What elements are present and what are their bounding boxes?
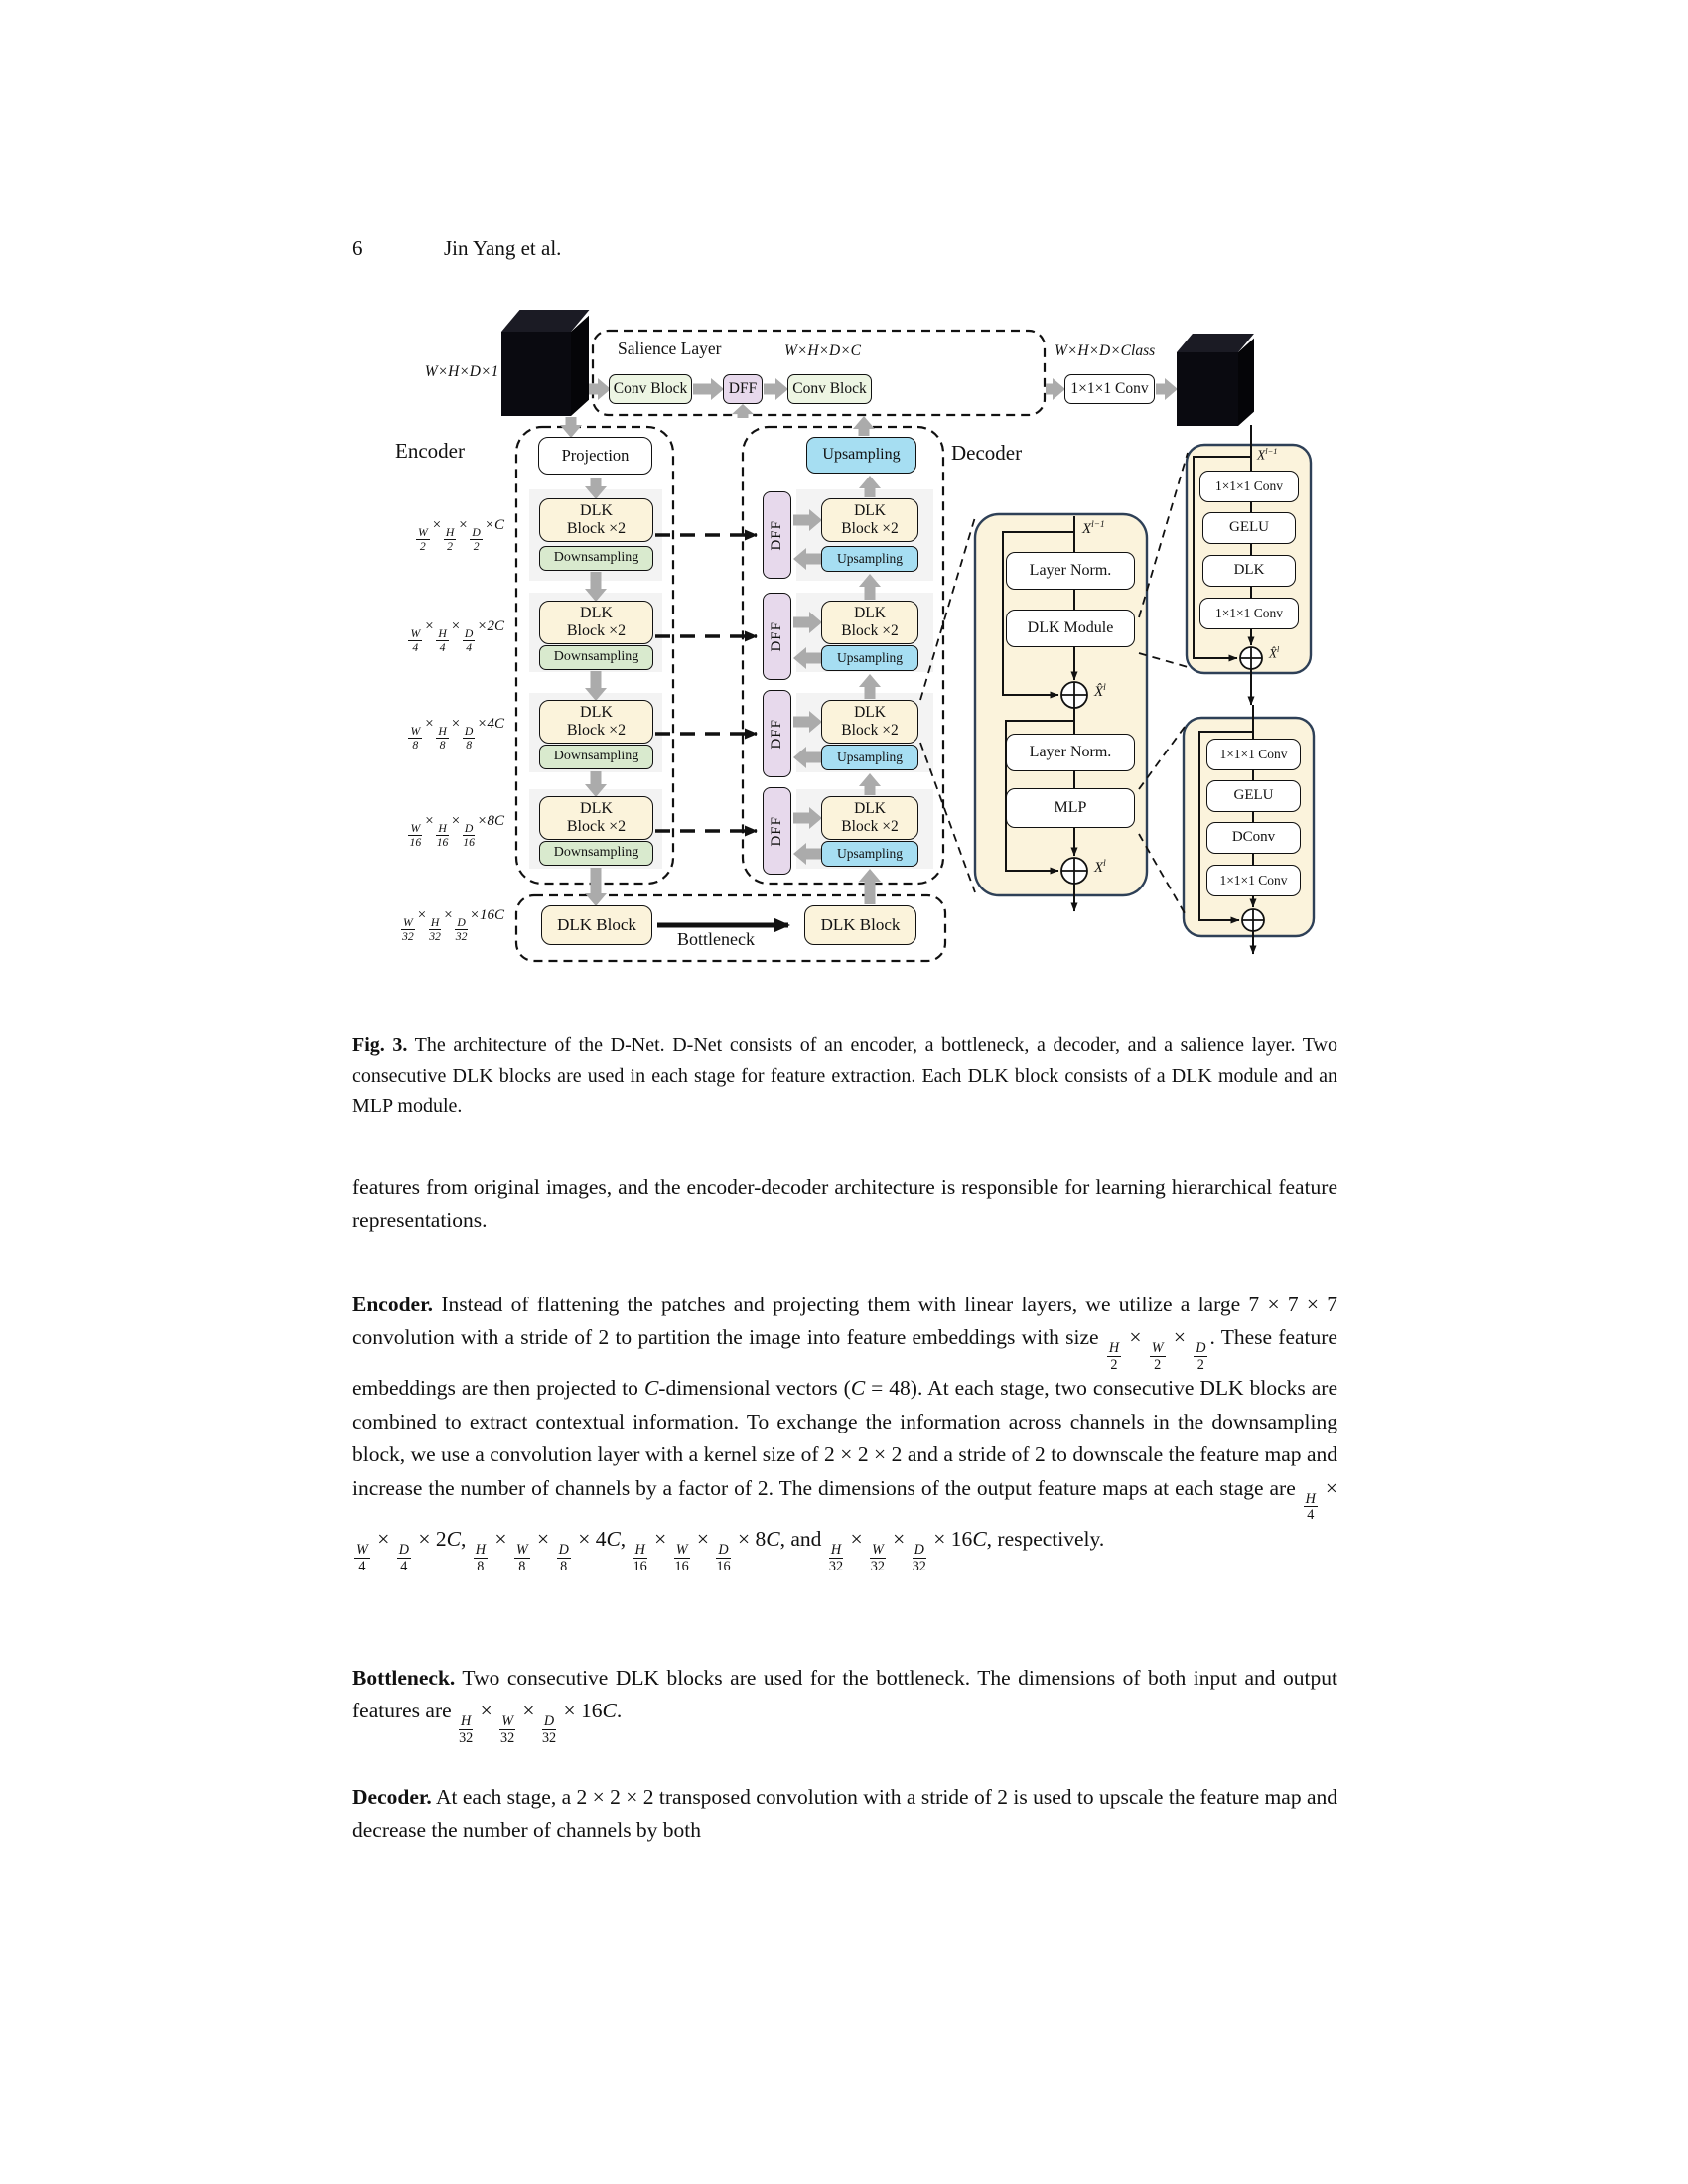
encoder-dlk-block (539, 601, 653, 644)
x-l-label: $X^l$ (1094, 859, 1106, 876)
decoder-top-upsampling: Upsampling (806, 437, 916, 474)
downsampling-block: Downsampling (539, 841, 653, 866)
dlk-line: DLK (854, 800, 886, 818)
block-x2-line: Block ×2 (566, 622, 627, 639)
encoder-dim-label: $\frac{W}{8}$ × $\frac{H}{8}$ × $\frac{D}{8}$ ×4C (410, 716, 504, 752)
projection-block: Projection (538, 437, 652, 475)
xhat-l-label: X̂$^l$ (1094, 683, 1106, 700)
skip-connection-arrows (655, 535, 757, 831)
salience-layer-label: Salience Layer (618, 339, 722, 358)
layer-norm-block: Layer Norm. (1006, 734, 1135, 771)
dff-block (763, 690, 791, 777)
output-segmentation-volume (1177, 334, 1256, 428)
encoder-dim-label: $\frac{W}{16}$ × $\frac{H}{16}$ × $\frac{D}{16}$ ×8C (409, 813, 504, 850)
layer-norm-block: Layer Norm. (1006, 552, 1135, 590)
conv-1x1x1-block: 1×1×1 Conv (1206, 865, 1301, 896)
dff-label: DFF (768, 620, 784, 652)
intro-paragraph: features from original images, and the encoder-decoder architecture is responsible for learning hierarchical feature representations. (352, 1174, 1337, 1232)
conv-1x1x1-block: 1×1×1 Conv (1199, 598, 1299, 629)
running-header: Jin Yang et al. (444, 236, 562, 260)
encoder-dim-label: $\frac{W}{4}$ × $\frac{H}{4}$ × $\frac{D}{4}$ ×2C (410, 618, 504, 655)
decoder-dlk-block (821, 498, 918, 542)
dff-block (763, 491, 791, 579)
x-lminus1-label: $X^{l-1}$ (1082, 520, 1105, 537)
gelu-block: GELU (1202, 512, 1296, 544)
dlk-module-block: DLK Module (1006, 610, 1135, 647)
figure-3-diagram (367, 298, 1360, 993)
out-dim-label: W×H×D×Class (1055, 342, 1156, 359)
dlk-line: DLK (580, 799, 613, 817)
dff-block (763, 593, 791, 680)
dff-label: DFF (768, 815, 784, 847)
conv-1x1x1-head: 1×1×1 Conv (1064, 374, 1155, 404)
encoder-label: Encoder (395, 439, 465, 463)
encoder-dlk-block (539, 498, 653, 542)
decoder-upsampling: Upsampling (821, 645, 918, 671)
bottleneck-dlk-block: DLK Block (541, 905, 652, 945)
bottleneck-label: Bottleneck (677, 929, 755, 949)
block-x2-line: Block ×2 (566, 818, 627, 835)
encoder-dim-label: $\frac{W}{2}$ × $\frac{H}{2}$ × $\frac{D}{2}$ ×C (417, 517, 504, 554)
plus-circle-icon (1242, 909, 1264, 931)
dff-label: DFF (768, 519, 784, 551)
block-x2-line: Block ×2 (841, 818, 899, 835)
block-x2-line: Block ×2 (566, 520, 627, 537)
encoder-paragraph: Encoder. Instead of flattening the patches and projecting them with linear layers, we utilize a large 7 × 7 × 7 convolution with a stride of 2 to partition the image into feature embeddings with size $\frac{H}{2}$ × $\frac{W}{2}$ × $\frac{D}{2}$ . These feature embeddings are then projected to C-dimensional vectors (C = 48). At each stage, two consecutive DLK blocks are combined to extract contextual information. To exchange the information across channels in the downsampling block, we use a convolution layer with a kernel size of 2 × 2 × 2 and a stride of 2 to downscale the feature map and increase the number of channels by a factor of 2. The dimensions of the output feature maps at each stage are $\frac{H}{4}$ × $\frac{W}{4}$ × $\frac{D}{4}$ × 2C, $\frac{H}{8}$ × $\frac{W}{8}$ × $\frac{D}{8}$ × 4C, $\frac{H}{16}$ × $\frac{W}{16}$ × $\frac{D}{16}$ × 8C, and $\frac{H}{32}$ × $\frac{W}{32}$ × $\frac{D}{32}$ × 16C, respectively. (352, 1292, 1337, 1574)
bottleneck-dim-label: $\frac{W}{32}$ × $\frac{H}{32}$ × $\frac{D}{32}$ ×16C (401, 907, 504, 944)
dlk-line: DLK (854, 502, 886, 520)
plus-circle-icon (1061, 682, 1087, 708)
dff-block (763, 787, 791, 875)
input-dim-label: W×H×D×1 (424, 363, 499, 380)
downsampling-block: Downsampling (539, 745, 653, 769)
conv-1x1x1-block: 1×1×1 Conv (1206, 739, 1301, 770)
block-x2-line: Block ×2 (841, 622, 899, 639)
xhat-l-label: X̂$^l$ (1269, 645, 1280, 661)
conv-block-1: Conv Block (609, 374, 692, 404)
block-x2-line: Block ×2 (841, 722, 899, 739)
dlk-block-inner: DLK (1202, 555, 1296, 587)
dlk-line: DLK (854, 704, 886, 722)
decoder-dlk-block (821, 700, 918, 744)
decoder-label: Decoder (951, 441, 1023, 465)
dff-salience: DFF (723, 374, 763, 404)
cube-side-face (571, 316, 589, 416)
plus-circle-icon (1061, 858, 1087, 884)
downsampling-block: Downsampling (539, 546, 653, 571)
cube-side-face (1238, 339, 1254, 426)
bottleneck-dlk-block: DLK Block (804, 905, 916, 945)
dlk-line: DLK (854, 605, 886, 622)
dlk-line: DLK (580, 703, 613, 721)
mlp-block: MLP (1006, 788, 1135, 828)
dconv-block: DConv (1206, 822, 1301, 854)
plus-circle-icon (1240, 647, 1262, 669)
decoder-paragraph: Decoder. At each stage, a 2 × 2 × 2 transposed convolution with a stride of 2 is used to upscale the feature map and decrease the number of channels by both (352, 1784, 1337, 1842)
encoder-dlk-block (539, 700, 653, 744)
decoder-upsampling: Upsampling (821, 546, 918, 572)
decoder-dlk-block (821, 601, 918, 644)
conv-1x1x1-block: 1×1×1 Conv (1199, 471, 1299, 502)
decoder-upsampling: Upsampling (821, 745, 918, 770)
decoder-dlk-block (821, 796, 918, 840)
mid-dim-label: W×H×D×C (784, 342, 862, 359)
dlk-line: DLK (580, 501, 613, 519)
downsampling-block: Downsampling (539, 645, 653, 670)
encoder-dlk-block (539, 796, 653, 840)
dlk-line: DLK (580, 604, 613, 621)
figure-caption: Fig. 3. The architecture of the D-Net. D-Net consists of an encoder, a bottleneck, a decoder, and a salience layer. Two consecutive DLK blocks are used in each stage for feature extraction. Each DLK block consists of a DLK module and an MLP module. (352, 1034, 1337, 1118)
dff-label: DFF (768, 718, 784, 750)
gelu-block: GELU (1206, 780, 1301, 812)
decoder-upsampling: Upsampling (821, 841, 918, 867)
conv-block-2: Conv Block (787, 374, 872, 404)
block-x2-line: Block ×2 (566, 722, 627, 739)
block-x2-line: Block ×2 (841, 520, 899, 537)
x-lminus1-label: $X^{l-1}$ (1257, 447, 1278, 463)
segmentation-slice-image (1177, 352, 1238, 426)
bottleneck-paragraph: Bottleneck. Two consecutive DLK blocks are used for the bottleneck. The dimensions of both input and output features are $\frac{H}{32}$ × $\frac{W}{32}$ × $\frac{D}{32}$ × 16C. (352, 1665, 1337, 1746)
page-number: 6 (352, 236, 363, 260)
